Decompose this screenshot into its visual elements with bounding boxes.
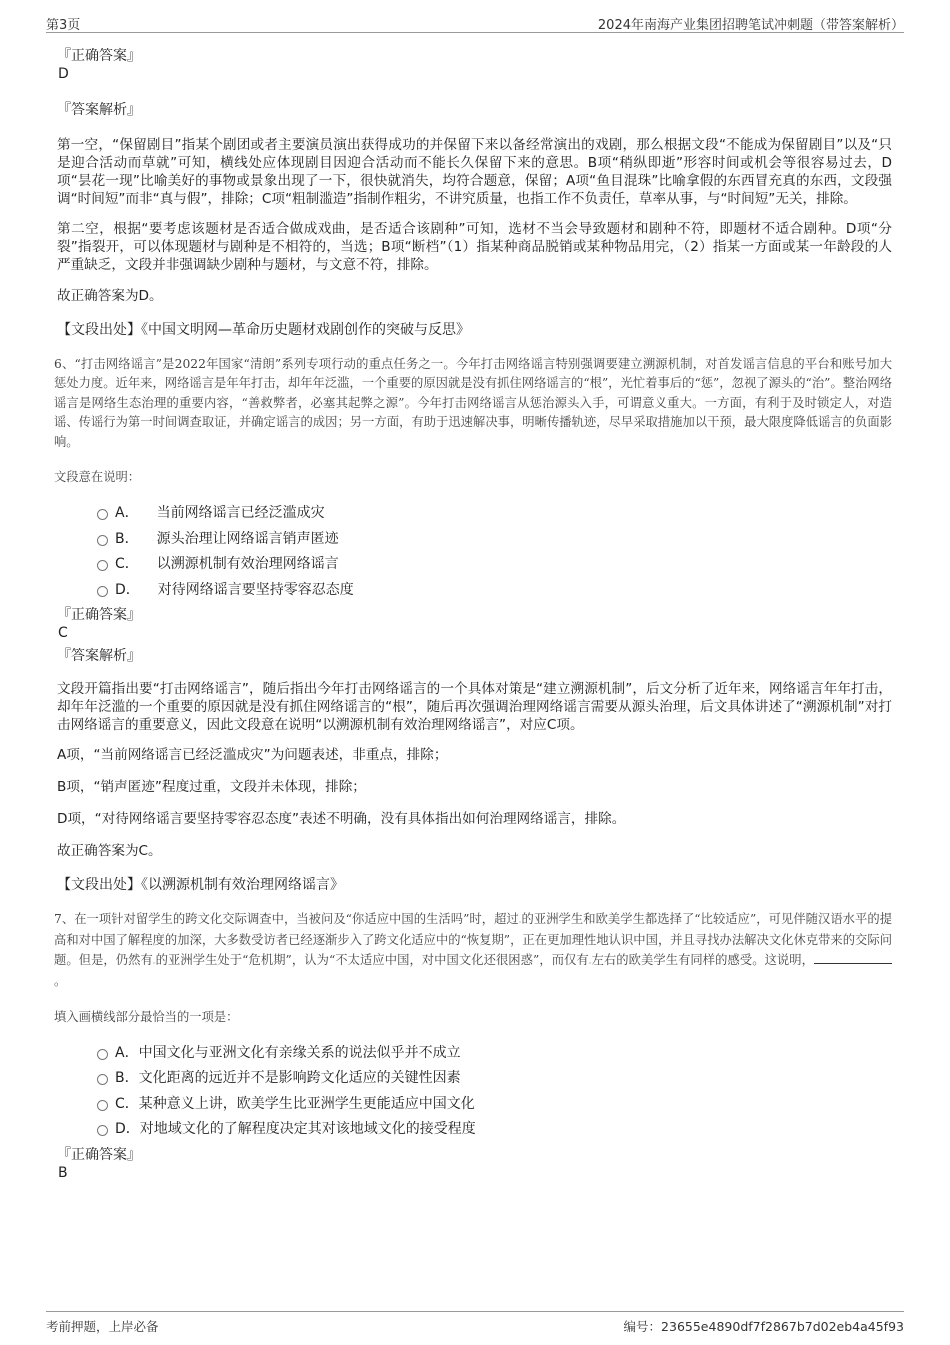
option-text: 文化距离的远近并不是影响跨文化适应的关键性因素	[138, 1070, 461, 1087]
option-text: 以溯源机制有效治理网络谣言	[156, 556, 339, 573]
footer-slogan: 考前押题，上岸必备	[46, 1319, 159, 1334]
analysis-option-a-note: A项，“当前网络谣言已经泛滥成灾”为问题表述，非重点，排除；	[57, 747, 448, 764]
question-7-prompt: 填入画横线部分最恰当的一项是：	[54, 1009, 239, 1024]
document-body	[54, 44, 893, 1182]
missing-figure-mark: ▫	[152, 959, 156, 965]
analysis-option-d-note: D项，“对待网络谣言要坚持零容忍态度”表述不明确，没有具体指出如何治理网络谣言，排除。	[57, 811, 626, 828]
document-code: 编号：23655e4890df7f2867b7d02eb4a45f93	[623, 1319, 904, 1334]
analysis-label: 『答案解析』	[57, 648, 141, 665]
option-c[interactable]	[57, 555, 892, 581]
correct-answer-label: 『正确答案』	[57, 607, 141, 624]
correct-answer-value: D	[58, 66, 69, 82]
question-7	[54, 910, 893, 1182]
passage-source: 【文段出处】《以溯源机制有效治理网络谣言》	[57, 877, 344, 894]
question-6-options	[57, 504, 892, 606]
option-letter: A．	[115, 1044, 139, 1061]
document-title: 2024年南海产业集团招聘笔试冲刺题（带答案解析）	[597, 18, 904, 33]
option-a[interactable]	[57, 1044, 892, 1070]
page-footer	[46, 1311, 904, 1336]
option-a[interactable]	[57, 504, 892, 530]
question-5-answer-section	[57, 47, 892, 339]
option-letter: D．	[115, 581, 140, 598]
option-text: 对地域文化的了解程度决定其对该地域文化的接受程度	[139, 1121, 476, 1138]
option-c[interactable]	[57, 1095, 892, 1121]
option-text: 对待网络谣言要坚持零容忍态度	[157, 581, 354, 598]
analysis-paragraph-1: 第一空，“保留剧目”指某个剧团或者主要演员演出获得成功的并保留下来以备经常演出的戏剧，那么根据文段“不能成为保留剧目”以及“只是迎合活动而草就”可知，横线处应体现剧目因迎合活动而不能长久保留下来的意思。B项“稍纵即逝”形容时间或机会等很容易过去，D项“昙花一现”比喻美好的事物或景象出现了一下，很快就消失，均符合题意，保留；A项“鱼目混珠”比喻拿假的东西冒充真的东西，文段强调“时间短”而非“真与假”，排除；C项“粗制滥造”指制作粗劣，不讲究质量，也指工作不负责任，草率从事，与“时间短”无关，排除。	[57, 137, 892, 207]
option-b[interactable]	[57, 1069, 892, 1095]
analysis-conclusion: 故正确答案为C。	[57, 843, 162, 860]
option-d[interactable]	[57, 581, 892, 607]
passage-source: 【文段出处】《中国文明网—革命历史题材戏剧创作的突破与反思》	[57, 322, 470, 338]
radio-button-icon[interactable]	[97, 535, 108, 546]
option-letter: A．	[115, 505, 139, 522]
page-number: 第3页	[46, 18, 81, 33]
missing-figure-mark: ▫	[588, 959, 592, 965]
correct-answer-value: B	[58, 1164, 68, 1181]
missing-figure-mark: ▫	[518, 919, 522, 925]
radio-button-icon[interactable]	[97, 1049, 108, 1060]
radio-button-icon[interactable]	[97, 1100, 108, 1111]
option-text: 当前网络谣言已经泛滥成灾	[156, 505, 325, 522]
question-7-options	[57, 1044, 892, 1146]
correct-answer-label: 『正确答案』	[57, 48, 141, 64]
question-6-text: 6、“打击网络谣言”是2022年国家“清朗”系列专项行动的重点任务之一。今年打击网络谣言特别强调要建立溯源机制，对首发谣言信息的平台和账号加大惩处力度。近年来，网络谣言是年年打击，却年年泛滥，一个重要的原因就是没有抓住网络谣言的“根”，光忙着事后的“惩”，忽视了源头的“治”。整治网络谣言是网络生态治理的重要内容，“善救弊者，必塞其起弊之源”。今年打击网络谣言从惩治源头入手，可谓意义重大。一方面，有利于及时锁定人，对造谣、传谣行为第一时间调查取证，并确定谣言的成因；另一方面，有助于迅速解决事，明晰传播轨迹，尽早采取措施加以干预，最大限度降低谣言的负面影响。	[54, 357, 892, 449]
radio-button-icon[interactable]	[97, 509, 108, 520]
analysis-paragraph-2: 第二空，根据“要考虑该题材是否适合做成戏曲，是否适合该剧种”可知，选材不当会导致题材和剧种不符，即题材不适合剧种。D项“分裂”指裂开，可以体现题材与剧种是不相符的，当选；B项“断档”（1）指某种商品脱销或某种物品用完，（2）指某一方面或某一年龄段的人严重缺乏，文段并非强调缺少剧种与题材，与文意不符，排除。	[57, 221, 892, 273]
correct-answer-value: C	[58, 625, 68, 642]
radio-button-icon[interactable]	[97, 560, 108, 571]
page-header	[46, 12, 904, 33]
correct-answer-label: 『正确答案』	[57, 1146, 141, 1163]
radio-button-icon[interactable]	[97, 1074, 108, 1085]
question-6	[54, 355, 892, 894]
radio-button-icon[interactable]	[97, 586, 108, 597]
analysis-conclusion: 故正确答案为D。	[57, 288, 163, 304]
option-letter: C．	[115, 1095, 139, 1112]
question-6-prompt: 文段意在说明：	[54, 470, 141, 485]
question-7-text: 7、在一项针对留学生的跨文化交际调查中，当被问及“你适应中国的生活吗”时，超过▫的亚洲学生和欧美学生都选择了“比较适应”，可见伴随汉语水平的提高和对中国了解程度的加深，大多数受访者已经逐渐步入了跨文化适应中的“恢复期”，正在更加理性地认识中国，并且寻找办法解决文化休克带来的交际问题。但是，仍然有▫的亚洲学生处于“危机期”，认为“不太适应中国，对中国文化还很困惑”，而仅有▫左右的欧美学生有同样的感受。这说明，。	[54, 912, 893, 989]
option-letter: C．	[115, 556, 139, 573]
option-letter: D．	[115, 1121, 140, 1138]
option-d[interactable]	[57, 1120, 892, 1146]
analysis-label: 『答案解析』	[57, 102, 141, 118]
option-letter: B．	[115, 1070, 139, 1087]
analysis-paragraph-1: 文段开篇指出要“打击网络谣言”，随后指出今年打击网络谣言的一个具体对策是“建立溯源机制”，后文分析了近年来，网络谣言年年打击，却年年泛滥的一个重要的原因就是没有抓住网络谣言的“根”，随后再次强调治理网络谣言需要从源头治理，后文具体讲述了“溯源机制”对打击网络谣言的重要意义，因此文段意在说明“以溯源机制有效治理网络谣言”，对应C项。	[57, 681, 892, 734]
option-text: 中国文化与亚洲文化有亲缘关系的说法似乎并不成立	[138, 1044, 461, 1061]
option-b[interactable]	[57, 530, 892, 556]
option-text: 某种意义上讲，欧美学生比亚洲学生更能适应中国文化	[138, 1095, 475, 1112]
radio-button-icon[interactable]	[97, 1125, 108, 1136]
option-letter: B．	[115, 530, 139, 547]
fill-in-blank	[814, 951, 892, 964]
option-text: 源头治理让网络谣言销声匿迹	[156, 530, 339, 547]
analysis-option-b-note: B项，“销声匿迹”程度过重，文段并未体现，排除；	[57, 779, 366, 796]
